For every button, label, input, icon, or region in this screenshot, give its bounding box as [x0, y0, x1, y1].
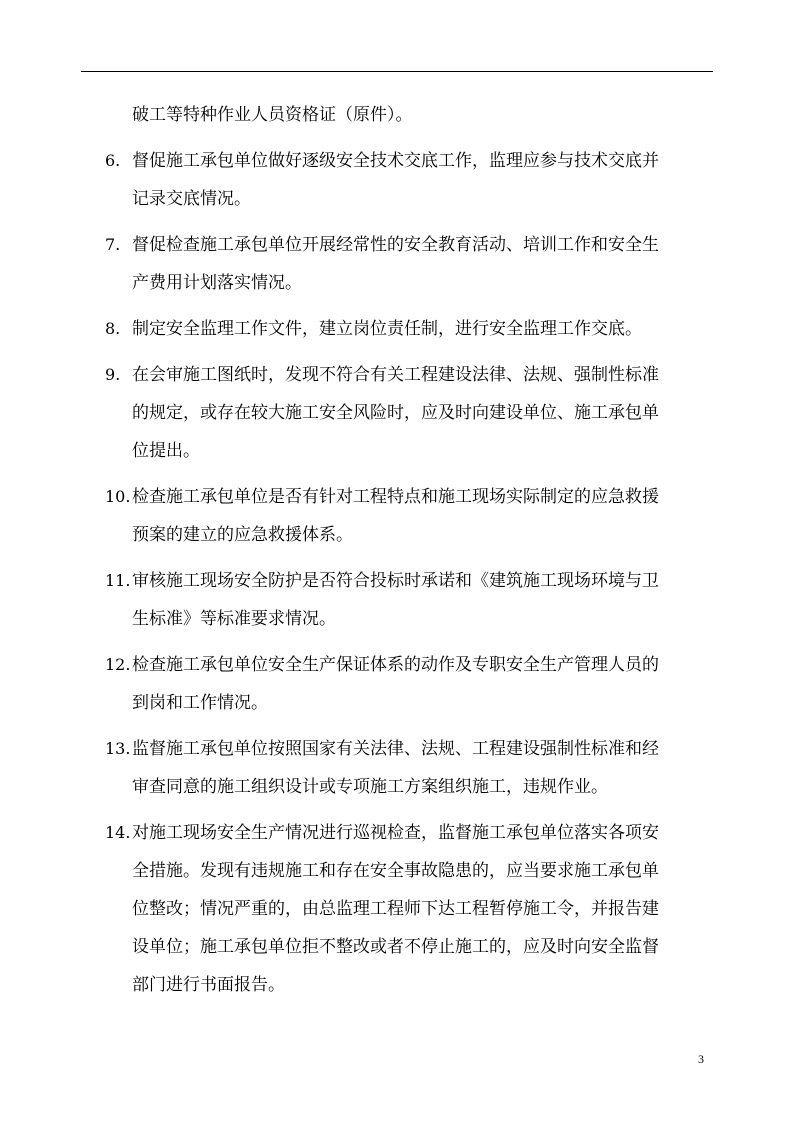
item-text: 在会审施工图纸时，发现不符合有关工程建设法律、法规、强制性标准: [132, 365, 659, 385]
item-text: 的规定，或存在较大施工安全风险时，应及时向建设单位、施工承包单: [132, 403, 659, 423]
list-item-12: [105, 646, 715, 684]
list-item-14-cont: [105, 890, 715, 928]
item-number: 9.: [105, 365, 121, 384]
list-item-7: [105, 226, 715, 264]
item-number: 10.: [105, 487, 131, 506]
item-text: 预案的建立的应急救援体系。: [132, 525, 353, 545]
document-body: [105, 96, 715, 1004]
continuation-line: [105, 96, 715, 134]
paragraph-text: 破工等特种作业人员资格证（原件）。: [132, 105, 413, 125]
list-item-14-cont: [105, 852, 715, 890]
header-rule: [81, 71, 713, 72]
list-item-8: [105, 310, 715, 348]
item-text: 设单位；施工承包单位拒不整改或者不停止施工的，应及时向安全监督: [132, 937, 659, 957]
list-item-10: [105, 478, 715, 516]
list-item-11-cont: [105, 600, 715, 638]
item-text: 对施工现场安全生产情况进行巡视检查，监督施工承包单位落实各项安: [132, 823, 659, 843]
list-item-7-cont: [105, 264, 715, 302]
item-text: 督促检查施工承包单位开展经常性的安全教育活动、培训工作和安全生: [132, 235, 659, 255]
item-text: 制定安全监理工作文件，建立岗位责任制，进行安全监理工作交底。: [132, 319, 642, 339]
item-text: 审查同意的施工组织设计或专项施工方案组织施工，违规作业。: [132, 777, 608, 797]
item-text: 检查施工承包单位是否有针对工程特点和施工现场实际制定的应急救援: [132, 487, 659, 507]
list-item-14: [105, 814, 715, 852]
list-item-9-cont: [105, 432, 715, 470]
list-item-6-cont: [105, 180, 715, 218]
item-text: 监督施工承包单位按照国家有关法律、法规、工程建设强制性标准和经: [132, 739, 659, 759]
item-number: 8.: [105, 319, 121, 338]
list-item-11: [105, 562, 715, 600]
list-item-12-cont: [105, 684, 715, 722]
item-text: 部门进行书面报告。: [132, 975, 285, 995]
list-item-10-cont: [105, 516, 715, 554]
list-item-9-cont: [105, 394, 715, 432]
list-item-13: [105, 730, 715, 768]
item-text: 生标准》等标准要求情况。: [132, 609, 336, 629]
item-number: 6.: [105, 151, 121, 170]
item-text: 审核施工现场安全防护是否符合投标时承诺和《建筑施工现场环境与卫: [132, 571, 659, 591]
list-item-14-cont: [105, 928, 715, 966]
item-number: 7.: [105, 235, 121, 254]
item-text: 位整改；情况严重的，由总监理工程师下达工程暂停施工令，并报告建: [132, 899, 659, 919]
list-item-14-cont: [105, 966, 715, 1004]
item-text: 检查施工承包单位安全生产保证体系的动作及专职安全生产管理人员的: [132, 655, 659, 675]
list-item-13-cont: [105, 768, 715, 806]
item-number: 13.: [105, 739, 131, 758]
item-text: 全措施。发现有违规施工和存在安全事故隐患的，应当要求施工承包单: [132, 861, 659, 881]
list-item-6: [105, 142, 715, 180]
item-number: 11.: [105, 571, 131, 590]
item-number: 14.: [105, 823, 131, 842]
item-number: 12.: [105, 655, 131, 674]
item-text: 记录交底情况。: [132, 189, 251, 209]
item-text: 产费用计划落实情况。: [132, 273, 302, 293]
item-text: 到岗和工作情况。: [132, 693, 268, 713]
item-text: 位提出。: [132, 441, 200, 461]
page-number: 3: [698, 1052, 704, 1066]
item-text: 督促施工承包单位做好逐级安全技术交底工作，监理应参与技术交底并: [132, 151, 659, 171]
list-item-9: [105, 356, 715, 394]
